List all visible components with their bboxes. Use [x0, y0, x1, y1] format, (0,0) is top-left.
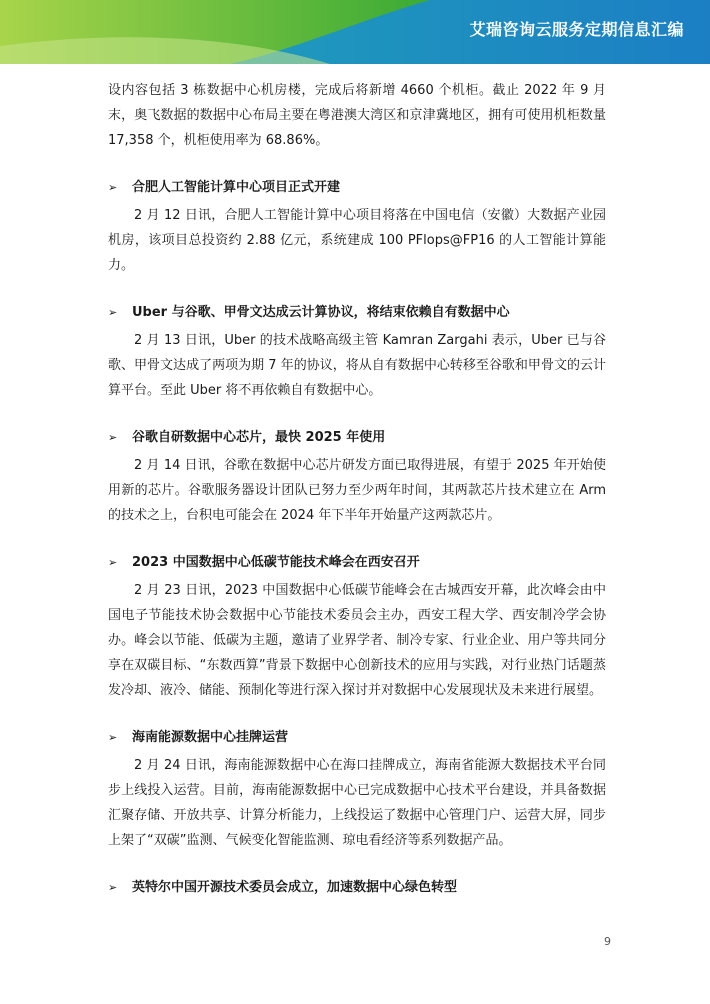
news-item [108, 875, 606, 900]
arrow-bullet-icon: ➢ [108, 731, 118, 744]
arrow-bullet-icon: ➢ [108, 431, 118, 444]
page-header [0, 0, 710, 64]
arrow-bullet-icon: ➢ [108, 556, 118, 569]
news-item [108, 725, 606, 853]
news-item-title [108, 725, 606, 750]
news-item [108, 175, 606, 278]
news-item-title-text: 谷歌自研数据中心芯片，最快 2025 年使用 [132, 430, 386, 445]
arrow-bullet-icon: ➢ [108, 306, 118, 319]
news-item-body: 2 月 24 日讯，海南能源数据中心在海口挂牌成立，海南省能源大数据技术平台同步上线投入运营。目前，海南能源数据中心已完成数据中心技术平台建设，并具备数据汇聚存储、开放共享、计算分析能力，上线投运了数据中心管理门户、运营大屏，同步上架了“双碳”监测、气候变化智能监测、琼电看经济等系列数据产品。 [108, 758, 606, 848]
article-content [108, 78, 606, 903]
news-item-title-text: 2023 中国数据中心低碳节能技术峰会在西安召开 [132, 555, 420, 570]
arrow-bullet-icon: ➢ [108, 181, 118, 194]
news-item-title-text: Uber 与谷歌、甲骨文达成云计算协议，将结束依赖自有数据中心 [132, 305, 510, 320]
news-item-title-text: 海南能源数据中心挂牌运营 [132, 730, 289, 745]
news-item [108, 425, 606, 528]
news-item-title [108, 550, 606, 575]
news-item-title-text: 英特尔中国开源技术委员会成立，加速数据中心绿色转型 [132, 880, 458, 895]
intro-paragraph: 设内容包括 3 栋数据中心机房楼，完成后将新增 4660 个机柜。截止 2022 年 9 月末，奥飞数据的数据中心布局主要在粤港澳大湾区和京津冀地区，拥有可使用机柜数量 17,358 个，机柜使用率为 68.86%。 [108, 83, 606, 148]
news-item-title [108, 425, 606, 450]
page-number: 9 [604, 935, 611, 948]
news-item-title [108, 875, 606, 900]
news-item-body: 2 月 14 日讯，谷歌在数据中心芯片研发方面已取得进展，有望于 2025 年开始使用新的芯片。谷歌服务器设计团队已努力至少两年时间，其两款芯片技术建立在 Arm 的技术之上，台积电可能会在 2024 年下半年开始量产这两款芯片。 [108, 458, 606, 523]
news-item-title-text: 合肥人工智能计算中心项目正式开建 [132, 180, 341, 195]
news-item-title [108, 175, 606, 200]
news-item-body: 2 月 23 日讯，2023 中国数据中心低碳节能峰会在古城西安开幕，此次峰会由中国电子节能技术协会数据中心节能技术委员会主办，西安工程大学、西安制冷学会协办。峰会以节能、低碳为主题，邀请了业界学者、制冷专家、行业企业、用户等共同分享在双碳目标、“东数西算”背景下数据中心创新技术的应用与实践，对行业热门话题蒸发冷却、液冷、储能、预制化等进行深入探讨并对数据中心发展现状及未来进行展望。 [108, 583, 606, 698]
news-item-body: 2 月 12 日讯，合肥人工智能计算中心项目将落在中国电信（安徽）大数据产业园机房，该项目总投资约 2.88 亿元，系统建成 100 PFlops@FP16 的人工智能计算能力。 [108, 208, 606, 273]
news-item-body: 2 月 13 日讯，Uber 的技术战略高级主管 Kamran Zargahi 表示，Uber 已与谷歌、甲骨文达成了两项为期 7 年的协议，将从自有数据中心转移至谷歌和甲骨文的云计算平台。至此 Uber 将不再依赖自有数据中心。 [108, 333, 606, 398]
news-item-title [108, 300, 606, 325]
header-title: 艾瑞咨询云服务定期信息汇编 [469, 20, 684, 39]
news-item [108, 550, 606, 703]
arrow-bullet-icon: ➢ [108, 881, 118, 894]
news-item [108, 300, 606, 403]
